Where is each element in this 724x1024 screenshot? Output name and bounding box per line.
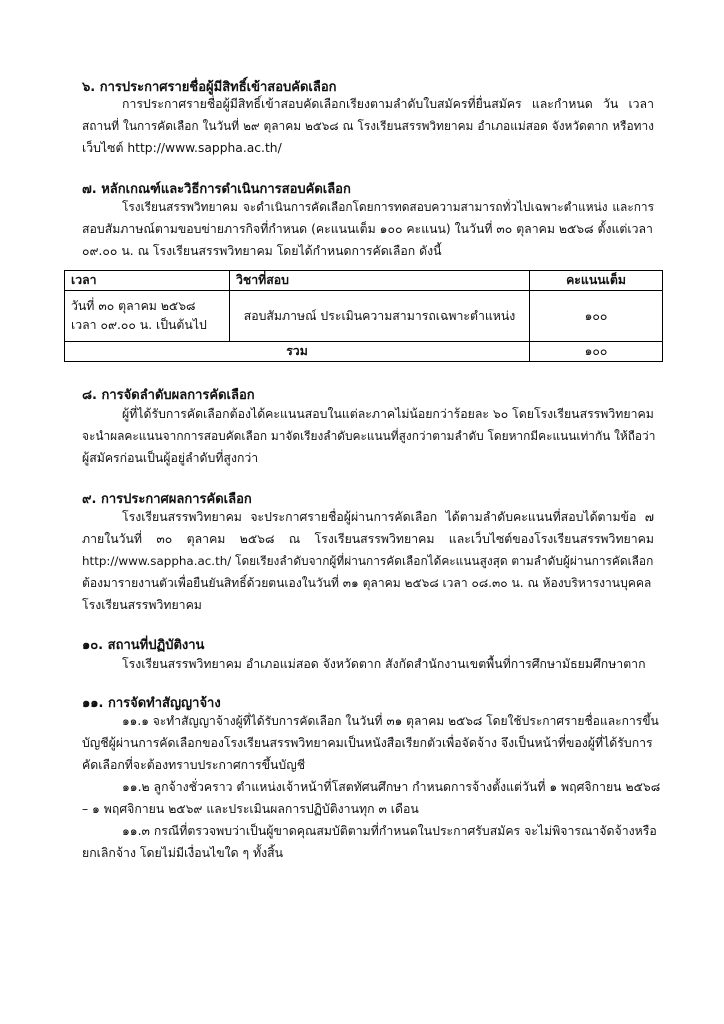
section-9-line: โรงเรียนสรรพวิทยาคม จะประกาศรายชื่อผู้ผ่านการคัดเลือก ได้ตามลำดับคะแนนที่สอบได้ตามข้อ ๗ bbox=[122, 510, 654, 524]
section-9-line: ต้องมารายงานตัวเพื่อยืนยันสิทธิ์ด้วยตนเองในวันที่ ๓๑ ตุลาคม ๒๕๖๘ เวลา ๐๘.๓๐ น. ณ ห้องบริหารงานบุคคล bbox=[82, 576, 652, 590]
section-10-heading: ๑๐. สถานที่ปฏิบัติงาน bbox=[82, 638, 205, 653]
total-score: ๑๐๐ bbox=[530, 342, 663, 362]
section-11-line: คัดเลือกที่จะต้องทราบประกาศการขึ้นบัญชี bbox=[82, 758, 306, 772]
section-6-heading: ๖. การประกาศรายชื่อผู้มีสิทธิ์เข้าสอบคัดเลือก bbox=[82, 80, 337, 95]
section-7-line: โรงเรียนสรรพวิทยาคม จะดำเนินการคัดเลือกโดยการทดสอบความสามารถทั่วไปเฉพาะตำแหน่ง และการ bbox=[122, 200, 654, 214]
total-label: รวม bbox=[65, 342, 530, 362]
section-9-heading: ๙. การประกาศผลการคัดเลือก bbox=[82, 492, 252, 507]
section-9-line: http://www.sappha.ac.th/ โดยเรียงลำดับจากผู้ที่ผ่านการคัดเลือกได้คะแนนสูงสุด ตามลำดับผู้ผ่านการคัดเลือก bbox=[82, 554, 654, 568]
section-11-line: ๑๑.๓ กรณีที่ตรวจพบว่าเป็นผู้ขาดคุณสมบัติตามที่กำหนดในประกาศรับสมัคร จะไม่พิจารณาจัดจ้างหรือ bbox=[122, 824, 657, 838]
header-subject: วิชาที่สอบ bbox=[230, 271, 530, 291]
section-7-heading: ๗. หลักเกณฑ์และวิธีการดำเนินการสอบคัดเลือก bbox=[82, 182, 351, 197]
section-7-line: สอบสัมภาษณ์ตามขอบข่ายภารกิจที่กำหนด (คะแนนเต็ม ๑๐๐ คะแนน) ในวันที่ ๓๐ ตุลาคม ๒๕๖๘ ตั้งแต่เวลา bbox=[82, 222, 653, 236]
section-11-line: – ๑ พฤศจิกายน ๒๕๖๙ และประเมินผลการปฏิบัติงานทุก ๓ เดือน bbox=[82, 802, 419, 816]
table-row bbox=[65, 291, 663, 342]
section-8-line: จะนำผลคะแนนจากการสอบคัดเลือก มาจัดเรียงลำดับคะแนนที่สูงกว่าตามลำดับ โดยหากมีคะแนนเท่ากัน ให้ถือว่า bbox=[82, 429, 656, 443]
section-11-line: ยกเลิกจ้าง โดยไม่มีเงื่อนไขใด ๆ ทั้งสิ้น bbox=[82, 846, 284, 860]
section-6-line: การประกาศรายชื่อผู้มีสิทธิ์เข้าสอบคัดเลือกเรียงตามลำดับใบสมัครที่ยื่นสมัคร และกำหนด วัน เวลา bbox=[122, 97, 654, 111]
time-start: เวลา ๐๙.๐๐ น. เป็นต้นไป bbox=[71, 318, 207, 332]
section-8-heading: ๘. การจัดลำดับผลการคัดเลือก bbox=[82, 388, 255, 403]
section-8-line: ผู้ที่ได้รับการคัดเลือกต้องได้คะแนนสอบในแต่ละภาคไม่น้อยกว่าร้อยละ ๖๐ โดยโรงเรียนสรรพวิทยาคม bbox=[122, 407, 654, 421]
table-total-row bbox=[65, 342, 663, 362]
section-6-line: สถานที่ ในการคัดเลือก ในวันที่ ๒๙ ตุลาคม ๒๕๖๘ ณ โรงเรียนสรรพวิทยาคม อำเภอแม่สอด จังหวัดตาก หรือทาง bbox=[82, 119, 654, 133]
section-9-line: โรงเรียนสรรพวิทยาคม bbox=[82, 598, 202, 612]
table-header-row bbox=[65, 271, 663, 291]
section-9-line: ภายในวันที่ ๓๐ ตุลาคม ๒๕๖๘ ณ โรงเรียนสรรพวิทยาคม และเว็บไซต์ของโรงเรียนสรรพวิทยาคม bbox=[82, 532, 654, 546]
section-10-line: โรงเรียนสรรพวิทยาคม อำเภอแม่สอด จังหวัดตาก สังกัดสำนักงานเขตพื้นที่การศึกษามัธยมศึกษาตาก bbox=[122, 657, 646, 671]
score-cell: ๑๐๐ bbox=[530, 291, 663, 342]
section-11-line: ๑๑.๒ ลูกจ้างชั่วคราว ตำแหน่งเจ้าหน้าที่โสตทัศนศึกษา กำหนดการจ้างตั้งแต่วันที่ ๑ พฤศจิกายน ๒๕๖๘ bbox=[122, 780, 661, 794]
section-7-line: ๐๙.๐๐ น. ณ โรงเรียนสรรพวิทยาคม โดยได้กำหนดการคัดเลือก ดังนี้ bbox=[82, 244, 442, 258]
time-date: วันที่ ๓๐ ตุลาคม ๒๕๖๘ bbox=[71, 299, 196, 313]
time-cell bbox=[65, 291, 230, 342]
header-time: เวลา bbox=[65, 271, 230, 291]
section-11-line: ๑๑.๑ จะทำสัญญาจ้างผู้ที่ได้รับการคัดเลือก ในวันที่ ๓๑ ตุลาคม ๒๕๖๘ โดยใช้ประกาศรายชื่อและการขึ้น bbox=[122, 714, 659, 728]
section-8-line: ผู้สมัครก่อนเป็นผู้อยู่ลำดับที่สูงกว่า bbox=[82, 451, 259, 465]
subject-cell: สอบสัมภาษณ์ ประเมินความสามารถเฉพาะตำแหน่ง bbox=[230, 291, 530, 342]
header-score: คะแนนเต็ม bbox=[530, 271, 663, 291]
section-11-heading: ๑๑. การจัดทำสัญญาจ้าง bbox=[82, 696, 221, 711]
section-6-line: เว็บไซต์ http://www.sappha.ac.th/ bbox=[82, 141, 282, 155]
section-11-line: บัญชีผู้ผ่านการคัดเลือกของโรงเรียนสรรพวิทยาคมเป็นหนังสือเรียกตัวเพื่อจัดจ้าง จึงเป็นหน้าที่ของผู้ที่ได้รับการ bbox=[82, 736, 653, 750]
exam-schedule-table bbox=[64, 270, 663, 362]
